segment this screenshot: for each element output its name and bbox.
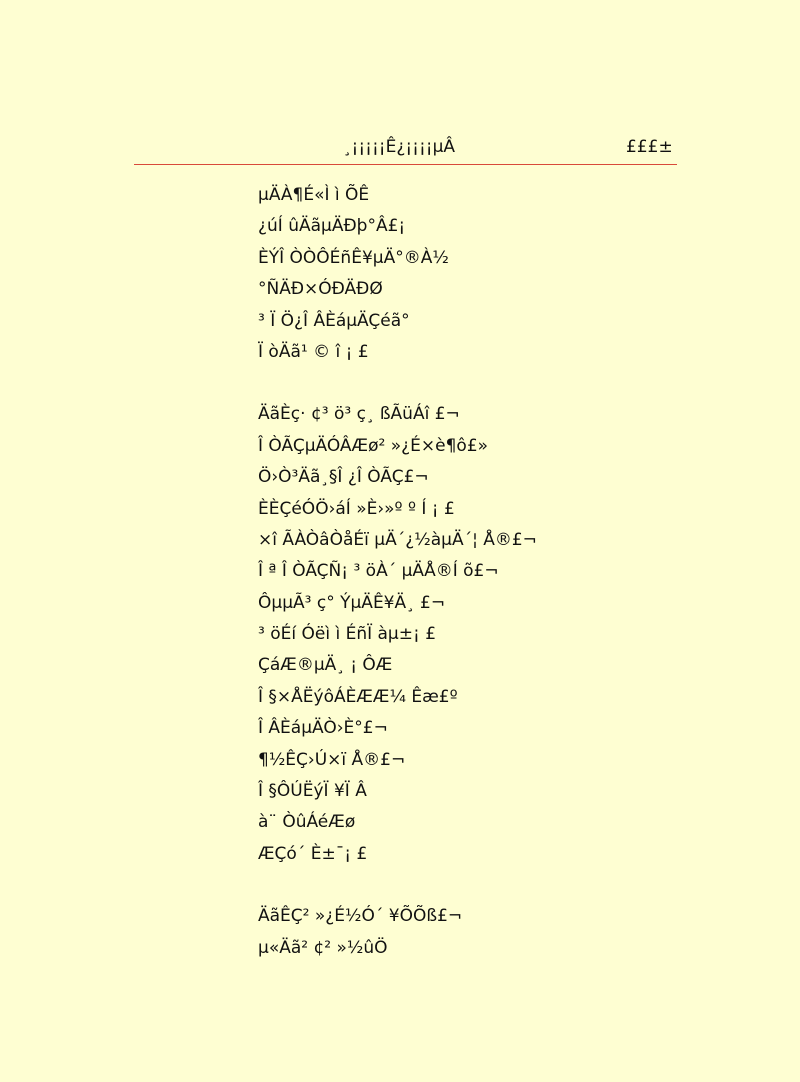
text-line: Î §×ÅËýôÁÈÆÆ¼ Êæ£º xyxy=(258,686,458,707)
text-line: µ«Äã² ¢² »½ûÖ xyxy=(258,937,388,958)
text-line: ×î ÃÀÒâÒåÉï µÄ´¿½àµÄ´¦ Å®£¬ xyxy=(258,529,537,550)
running-header: ¸¡¡¡¡¡Ê¿¡¡¡¡µÂ xyxy=(343,137,456,157)
text-line: ÇáÆ®µÄ¸ ¡ ÔÆ xyxy=(258,655,393,676)
text-line: µÄÀ¶É«Ì ì ÕÊ xyxy=(258,185,370,205)
text-line: Î ª Î ÒÃÇÑ¡ ³ öÀ´ µÄÅ®Í õ£¬ xyxy=(258,561,499,582)
text-line: ÆÇó´ È±¯¡ £ xyxy=(258,843,368,864)
text-line: Î §ÔÚËýÏ ¥Ï Â xyxy=(258,781,367,802)
page-number: £££± xyxy=(626,137,673,157)
text-line: ³ öÉí Óëì ì ÉñÏ àµ±¡ £ xyxy=(258,624,437,645)
header-rule xyxy=(134,164,677,165)
text-line: Ö›Ò³Äã¸§Î ¿Î ÒÃÇ£¬ xyxy=(258,467,429,488)
poem-body xyxy=(258,180,678,995)
text-line: Ï òÄã¹ © î ¡ £ xyxy=(258,341,369,362)
stanza xyxy=(258,180,678,368)
text-line: Î ÂÈáµÄÒ›È°£¬ xyxy=(258,718,388,739)
text-line: à¨ ÒûÁéÆø xyxy=(258,812,356,833)
text-line: ÄãÊÇ² »¿É½Ó´ ¥ÕÕß£¬ xyxy=(258,906,463,927)
text-line: ¶½ÊÇ›Ú×ï Å®£¬ xyxy=(258,749,406,770)
text-line: ³ Ï Ö¿Î ÂÈáµÄÇéã° xyxy=(258,310,410,331)
text-line: ÈÝÎ ÒÒÔÉñÊ¥µÄ°®À½ xyxy=(258,247,449,268)
text-line: ÈÈÇéÓÖ›áÍ »È›»º º Í ¡ £ xyxy=(258,498,455,519)
text-line: ¿úÍ ûÄãµÄÐþ°Â£¡ xyxy=(258,216,406,237)
text-line: °ÑÄÐ×ÓÐÄÐØ xyxy=(258,279,383,300)
text-line: Î ÒÃÇµÄÓÂÆø² »¿É×è¶ô£» xyxy=(258,435,489,456)
stanza xyxy=(258,901,678,964)
stanza xyxy=(258,399,678,870)
text-line: ÄãÈç· ¢³ ö³ ç¸ ßÃüÁî £¬ xyxy=(258,404,460,425)
text-line: ÔµµÃ³ ç° ÝµÄÊ¥Ä¸ £¬ xyxy=(258,592,446,613)
